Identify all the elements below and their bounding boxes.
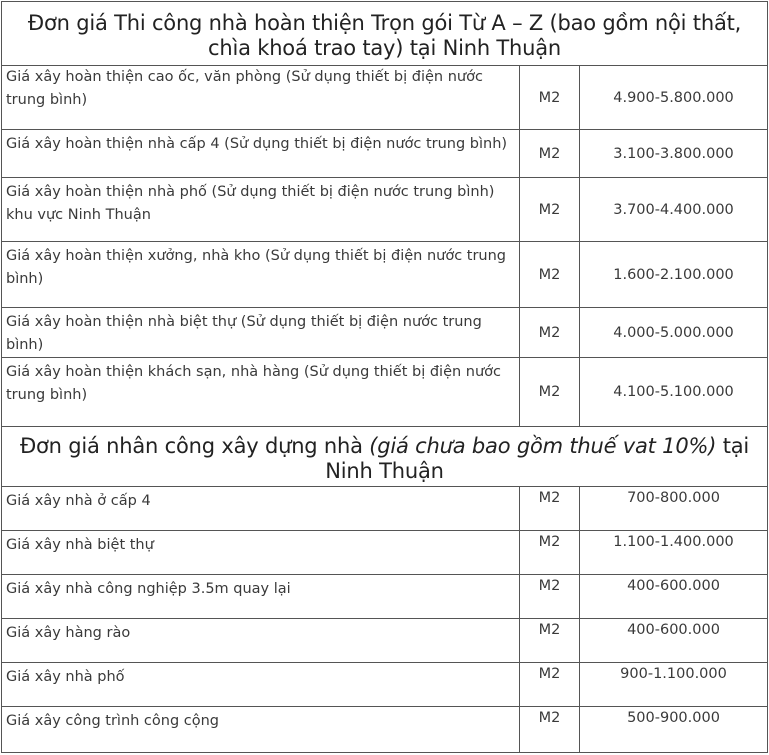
unit-cell: M2 (520, 707, 580, 753)
price-cell: 1.600-2.100.000 (580, 242, 768, 308)
unit-cell: M2 (520, 663, 580, 707)
unit-cell: M2 (520, 358, 580, 427)
item-cell: Giá xây nhà phố (2, 663, 520, 707)
item-cell: Giá xây hàng rào (2, 619, 520, 663)
unit-cell: M2 (520, 619, 580, 663)
item-cell: Giá xây nhà biệt thự (2, 531, 520, 575)
item-cell: Giá xây hoàn thiện nhà cấp 4 (Sử dụng thiết bị điện nước trung bình) (2, 130, 520, 178)
unit-cell: M2 (520, 308, 580, 358)
price-cell: 400-600.000 (580, 619, 768, 663)
unit-cell: M2 (520, 178, 580, 242)
price-cell: 4.000-5.000.000 (580, 308, 768, 358)
table-row (2, 308, 768, 358)
item-cell: Giá xây nhà công nghiệp 3.5m quay lại (2, 575, 520, 619)
section-header-row (2, 2, 768, 66)
item-cell: Giá xây hoàn thiện nhà phố (Sử dụng thiết bị điện nước trung bình) khu vực Ninh Thuận (2, 178, 520, 242)
unit-cell: M2 (520, 575, 580, 619)
price-cell: 4.100-5.100.000 (580, 358, 768, 427)
item-cell: Giá xây hoàn thiện xưởng, nhà kho (Sử dụng thiết bị điện nước trung bình) (2, 242, 520, 308)
price-cell: 500-900.000 (580, 707, 768, 753)
price-cell: 4.900-5.800.000 (580, 66, 768, 130)
price-cell: 1.100-1.400.000 (580, 531, 768, 575)
section-header-row (2, 427, 768, 487)
section2-title (2, 427, 768, 487)
price-table (1, 1, 768, 753)
section2-title-pre: Đơn giá nhân công xây dựng nhà (19, 433, 370, 458)
price-cell: 700-800.000 (580, 487, 768, 531)
unit-cell: M2 (520, 242, 580, 308)
table-row (2, 66, 768, 130)
table-row (2, 707, 768, 753)
table-row (2, 531, 768, 575)
table-row (2, 358, 768, 427)
item-cell: Giá xây hoàn thiện nhà biệt thự (Sử dụng thiết bị điện nước trung bình) (2, 308, 520, 358)
item-cell: Giá xây hoàn thiện khách sạn, nhà hàng (Sử dụng thiết bị điện nước trung bình) (2, 358, 520, 427)
section2-title-italic: (giá chưa bao gồm thuế vat 10%) (369, 433, 717, 458)
table-row (2, 178, 768, 242)
section2-title-post: tại Ninh Thuận (325, 433, 750, 483)
table-row (2, 487, 768, 531)
unit-cell: M2 (520, 66, 580, 130)
table-row (2, 619, 768, 663)
unit-cell: M2 (520, 531, 580, 575)
table-row (2, 663, 768, 707)
unit-cell: M2 (520, 487, 580, 531)
table-row (2, 130, 768, 178)
item-cell: Giá xây công trình công cộng (2, 707, 520, 753)
table-row (2, 242, 768, 308)
price-cell: 3.700-4.400.000 (580, 178, 768, 242)
section1-title: Đơn giá Thi công nhà hoàn thiện Trọn gói Từ A – Z (bao gồm nội thất, chìa khoá trao tay) tại Ninh Thuận (2, 2, 768, 66)
table-row (2, 575, 768, 619)
price-cell: 400-600.000 (580, 575, 768, 619)
price-cell: 900-1.100.000 (580, 663, 768, 707)
item-cell: Giá xây hoàn thiện cao ốc, văn phòng (Sử dụng thiết bị điện nước trung bình) (2, 66, 520, 130)
price-cell: 3.100-3.800.000 (580, 130, 768, 178)
unit-cell: M2 (520, 130, 580, 178)
item-cell: Giá xây nhà ở cấp 4 (2, 487, 520, 531)
